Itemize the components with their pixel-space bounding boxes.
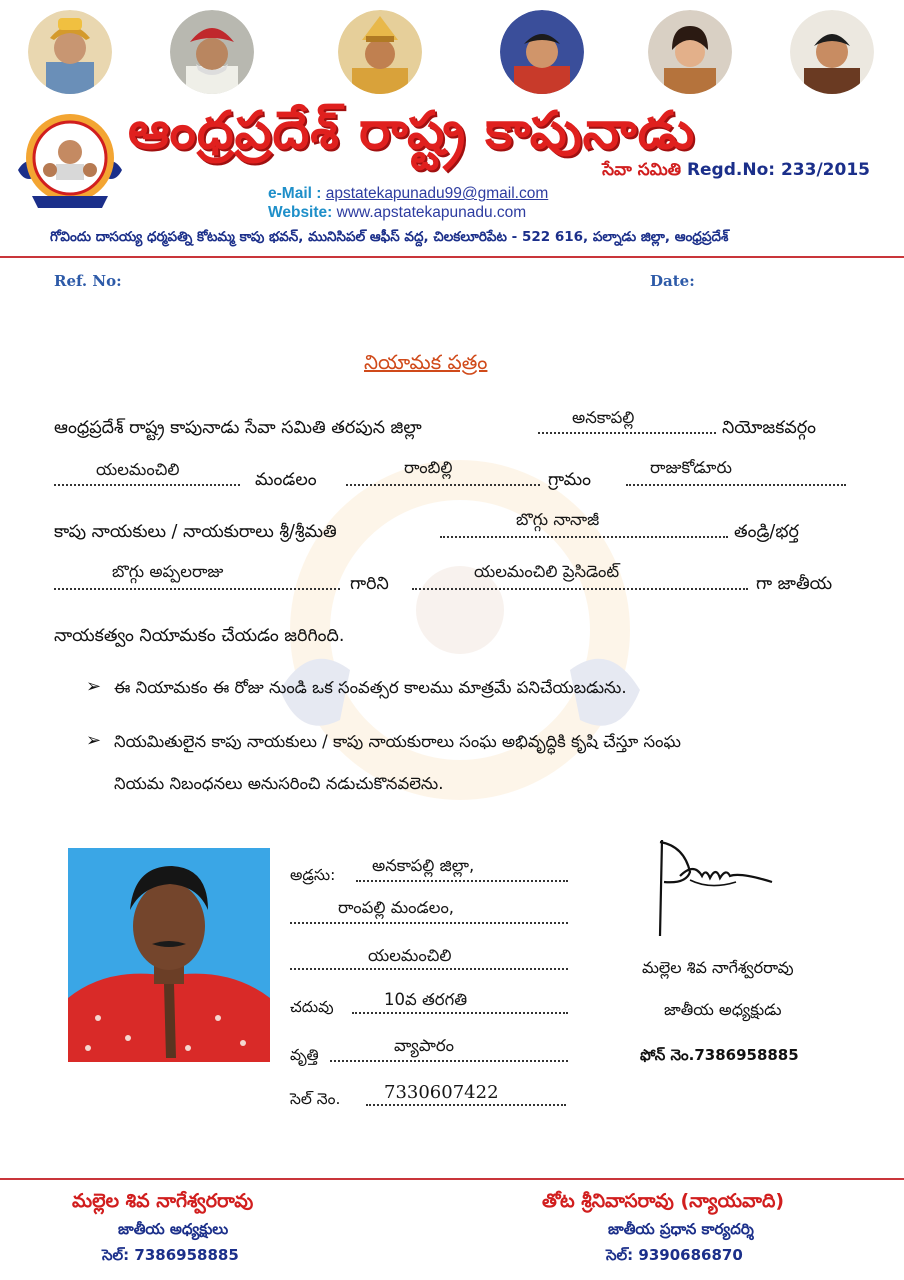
footer-right-phone: సెల్: 9390686870 — [606, 1246, 743, 1264]
portrait-4 — [500, 10, 584, 94]
bullet-2-cont: నియమ నిబంధనలు అనుసరించి నడుచుకొనవలెను. — [114, 774, 444, 793]
designation-value: యలమంచిలి ప్రెసిడెంట్ — [474, 562, 620, 581]
member-photo — [68, 848, 270, 1062]
samiti-label: సేవా సమితి — [602, 160, 682, 180]
constituency-dots — [54, 484, 240, 486]
signatory-title: జాతీయ అధ్యక్షుడు — [664, 1000, 782, 1019]
address-line-2: రాంపల్లి మండలం, — [338, 898, 455, 917]
portrait-5 — [648, 10, 732, 94]
portrait-3 — [338, 10, 422, 94]
address-dots-3 — [290, 968, 568, 970]
signature-icon — [650, 832, 780, 940]
header-portraits — [0, 10, 904, 94]
bullet-arrow-icon: ➢ — [86, 676, 102, 697]
education-value: 10వ తరగతి — [384, 990, 468, 1009]
footer-divider — [0, 1178, 904, 1180]
bullet-1: ఈ నియామకం ఈ రోజు నుండి ఒక సంవత్సర కాలము మాత్రమే పనిచేయబడును. — [114, 678, 627, 697]
organization-title: ఆంధ్రప్రదేశ్ రాష్ట్ర కాపునాడు — [128, 101, 696, 161]
website-link[interactable]: www.apstatekapunadu.com — [336, 204, 527, 221]
line1-end: నియోజకవర్గం — [722, 418, 817, 438]
footer-left-phone: సెల్: 7386958885 — [102, 1246, 239, 1264]
bullet-2: నియమితులైన కాపు నాయకులు / కాపు నాయకురాలు సంఘ అభివృద్ధికి కృషి చేస్తూ సంఘ — [114, 732, 681, 751]
portrait-1 — [28, 10, 112, 94]
line4-end: గా జాతీయ — [756, 574, 833, 594]
designation-dots — [412, 588, 748, 590]
constituency-value: యలమంచిలి — [96, 460, 180, 479]
mandal-value: రాంబిల్లి — [404, 458, 453, 477]
date-label: Date: — [650, 272, 695, 290]
portrait-2 — [170, 10, 254, 94]
father-dots — [54, 588, 340, 590]
email-link[interactable]: apstatekapunadu99@gmail.com — [325, 185, 549, 202]
occupation-value: వ్యాపారం — [394, 1036, 455, 1055]
education-label: చదువు — [290, 998, 334, 1016]
registration-number: Regd.No: 233/2015 — [686, 160, 870, 180]
line5-text: నాయకత్వం నియామకం చేయడం జరిగింది. — [54, 626, 345, 646]
address-line-1: అనకాపల్లి జిల్లా, — [372, 856, 475, 875]
footer-left-title: జాతీయ అధ్యక్షులు — [118, 1220, 229, 1238]
footer-right-title: జాతీయ ప్రధాన కార్యదర్శి — [608, 1220, 754, 1238]
garini-label: గారిని — [350, 574, 389, 594]
district-value: అనకాపల్లి — [572, 408, 635, 427]
district-dots — [538, 432, 716, 434]
line1-text: ఆంధ్రప్రదేశ్ రాష్ట్ర కాపునాడు సేవా సమితి తరపున జిల్లా — [54, 418, 422, 438]
mandal-dots — [346, 484, 540, 486]
website-label: Website: — [268, 204, 333, 221]
village-value: రాజుకోడూరు — [650, 458, 732, 477]
person-dots — [440, 536, 728, 538]
father-name: బొగ్గు అప్పలరాజు — [112, 562, 224, 581]
ref-label: Ref. No: — [54, 272, 122, 290]
registration-line — [602, 160, 870, 184]
cell-dots — [366, 1104, 566, 1106]
organization-logo-icon — [12, 108, 128, 214]
person-name: బొగ్గు నానాజీ — [516, 510, 600, 529]
footer-left-name: మల్లెల శివ నాగేశ్వరరావు — [72, 1190, 254, 1212]
portrait-6 — [790, 10, 874, 94]
cell-value: 7330607422 — [384, 1082, 499, 1103]
bullet-arrow-icon: ➢ — [86, 730, 102, 751]
footer-right-name: తోట శ్రీనివాసరావు (న్యాయవాది) — [542, 1190, 785, 1212]
cell-label: సెల్ నెం. — [290, 1090, 341, 1108]
address-line-3: యలమంచిలి — [368, 946, 452, 965]
header-divider — [0, 256, 904, 258]
email-label: e-Mail : — [268, 185, 322, 202]
mandal-label: మండలం — [255, 470, 317, 490]
occupation-dots — [330, 1060, 568, 1062]
line3-end: తండ్రి/భర్త — [734, 522, 799, 542]
letter-title: నియామక పత్రం — [364, 350, 488, 374]
village-dots — [626, 484, 846, 486]
signatory-name: మల్లెల శివ నాగేశ్వరరావు — [642, 958, 794, 977]
line3-text: కాపు నాయకులు / నాయకురాలు శ్రీ/శ్రీమతి — [54, 522, 337, 542]
address-dots-1 — [356, 880, 568, 882]
contact-block — [268, 184, 548, 222]
office-address: గోవిందు దాసయ్య ధర్మపత్ని కోటమ్మ కాపు భవన్, మునిసిపల్ ఆఫీస్ వద్ద, చిలకలూరిపేట - 522 616, పల్నాడు జిల్లా, ఆంధ్రప్రదేశ్ — [50, 229, 729, 245]
signatory-phone: ఫోన్ నెం.7386958885 — [640, 1046, 799, 1064]
address-dots-2 — [290, 922, 568, 924]
occupation-label: వృత్తి — [290, 1046, 319, 1064]
village-label: గ్రామం — [548, 470, 591, 490]
address-label: అడ్రసు: — [290, 866, 336, 884]
